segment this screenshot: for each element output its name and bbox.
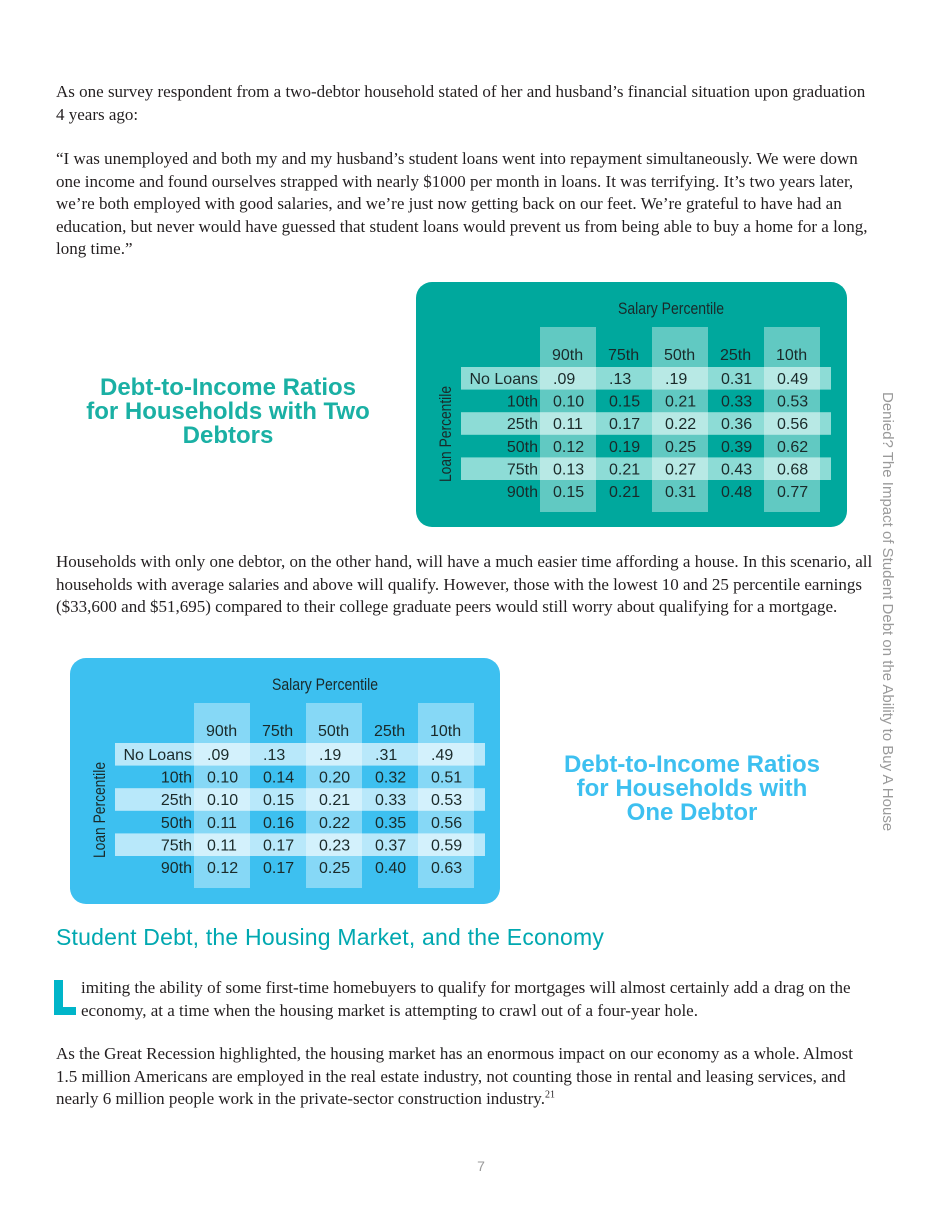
two-debtor-cell-value: 0.22 (665, 416, 697, 434)
one-debtor-cell-value: 0.11 (207, 837, 237, 855)
two-debtor-cell-value: 0.77 (777, 484, 809, 501)
two-debtor-row-header: Loan Percentile (436, 363, 455, 482)
two-debtor-cell-value: 0.68 (777, 461, 809, 479)
one-debtor-column-label: 75th (262, 723, 294, 740)
one-debtor-cell-value: 0.53 (431, 792, 463, 810)
one-debtor-cell-value: .19 (319, 747, 342, 764)
two-debtor-cell-value: 0.25 (665, 438, 697, 456)
two-debtor-cell-value: 0.33 (721, 393, 753, 411)
recession-paragraph-text: As the Great Recession highlighted, the housing market has an enormous impact on our economy as a whole. Almost 1.5 million Americans are employed in the real estate industry, not counting those in rental and leasing services, and nearly 6 million people work in the private-sector construction industry. (56, 1044, 853, 1108)
two-debtor-column-label: 90th (552, 347, 584, 364)
one-debtor-cell-value: 0.56 (431, 814, 463, 832)
two-debtor-cell-value: .13 (609, 371, 632, 388)
one-debtor-cell-value: 0.63 (431, 860, 463, 877)
one-debtor-column-label: 90th (206, 723, 238, 740)
one-debtor-cell-value: .13 (263, 747, 286, 764)
one-debtor-cell-value: 0.21 (319, 792, 351, 810)
one-debtor-cell-value: .31 (375, 747, 398, 764)
two-debtor-column-header: Salary Percentile (618, 299, 724, 318)
one-debtor-row-label: No Loans (123, 747, 192, 764)
two-debtor-row-label: No Loans (469, 371, 538, 388)
two-debtor-caption-line: Debt-to-Income Ratios (99, 374, 356, 401)
two-debtor-cell-value: 0.56 (777, 416, 809, 434)
quote-paragraph: “I was unemployed and both my and my husband’s student loans went into repayment simultaneously. We were down one income and found ourselves strapped with nearly $1000 per month in loans. It was terrifying. It’s two years later, we’re both employed with good salaries, and we’re just now getting back on our feet. We’re grateful to have had an education, but never would have guessed that student loans would prevent us from being able to buy a home for a long, long time.” (56, 149, 868, 258)
two-debtor-cell-value: 0.36 (721, 416, 753, 434)
two-debtor-cell-value: 0.15 (609, 393, 641, 411)
two-debtor-caption-line: Debtors (182, 422, 274, 449)
two-debtor-cell-value: 0.27 (665, 461, 697, 479)
one-debtor-cell-value: 0.14 (263, 769, 295, 787)
one-debtor-cell-value: 0.23 (319, 837, 351, 855)
two-debtor-caption-line: for Households with Two (86, 398, 370, 425)
one-debtor-cell-value: 0.20 (319, 769, 351, 787)
one-debtor-caption-line: for Households with (576, 775, 808, 802)
one-debtor-cell-value: 0.22 (319, 814, 351, 832)
two-debtor-cell-value: .19 (665, 371, 688, 388)
one-debtor-row-label: 75th (160, 837, 192, 855)
two-debtor-table-graphic (416, 282, 847, 527)
page-number: 7 (477, 1158, 485, 1174)
one-debtor-cell-value: 0.32 (375, 769, 407, 787)
one-debtor-cell-value: 0.12 (207, 860, 239, 877)
running-title (876, 392, 906, 842)
one-debtor-cell-value: 0.17 (263, 837, 295, 855)
two-debtor-cell-value: 0.13 (553, 461, 585, 479)
one-debtor-caption-line: Debt-to-Income Ratios (563, 751, 820, 778)
dropcap-paragraph-text: imiting the ability of some first-time homebuyers to qualify for mortgages will almost certainly add a drag on the economy, at a time when the housing market is attempting to crawl out of a four-year hole. (81, 978, 851, 1020)
two-debtor-column-label: 75th (608, 347, 640, 364)
two-debtor-row-label: 10th (506, 393, 538, 411)
one-debtor-cell-value: 0.16 (263, 814, 295, 832)
one-debtor-cell-value: 0.51 (431, 769, 463, 787)
one-debtor-caption-line: One Debtor (626, 799, 758, 826)
one-debtor-cell-value: 0.10 (207, 792, 239, 810)
one-debtor-cell-value: 0.33 (375, 792, 407, 810)
two-debtor-cell-value: .09 (553, 371, 576, 388)
two-debtor-cell-value: 0.15 (553, 484, 585, 501)
two-debtor-cell-value: 0.12 (553, 438, 585, 456)
two-debtor-column-label: 25th (720, 347, 752, 364)
one-debtor-cell-value: 0.11 (207, 814, 237, 832)
one-debtor-paragraph: Households with only one debtor, on the other hand, will have a much easier time affording a house. In this scenario, all households with average salaries and above will qualify. However, those with the lowest 10 and 25 percentile earnings ($33,600 and $51,695) compared to their college graduate peers would still worry about qualifying for a mortgage. (56, 552, 873, 616)
dropcap-letter (54, 980, 78, 1020)
one-debtor-cell-value: 0.40 (375, 860, 407, 877)
two-debtor-row-label: 90th (506, 484, 538, 501)
two-debtor-column-label: 10th (776, 347, 808, 364)
two-debtor-cell-value: 0.48 (721, 484, 753, 501)
one-debtor-cell-value: 0.15 (263, 792, 295, 810)
two-debtor-cell-value: 0.17 (609, 416, 641, 434)
one-debtor-row-label: 10th (160, 769, 192, 787)
one-debtor-cell-value: .09 (207, 747, 230, 764)
one-debtor-column-label: 10th (430, 723, 462, 740)
footnote-marker: 21 (544, 1089, 555, 1101)
one-debtor-row-label: 90th (160, 860, 192, 877)
two-debtor-row-label: 75th (506, 461, 538, 479)
two-debtor-cell-value: 0.43 (721, 461, 753, 479)
two-debtor-cell-value: 0.49 (777, 371, 809, 388)
two-debtor-cell-value: 0.31 (665, 484, 697, 501)
one-debtor-column-label: 50th (318, 723, 350, 740)
two-debtor-cell-value: 0.11 (553, 416, 583, 434)
two-debtor-cell-value: 0.19 (609, 438, 641, 456)
one-debtor-column-label: 25th (374, 723, 406, 740)
two-debtor-column-label: 50th (664, 347, 696, 364)
running-title-text: Denied? The Impact of Student Debt on the Ability to Buy A House (879, 392, 896, 832)
two-debtor-cell-value: 0.10 (553, 393, 585, 411)
two-debtor-row-label: 50th (506, 438, 538, 456)
one-debtor-table (70, 658, 500, 904)
recession-paragraph (56, 1043, 876, 1111)
two-debtor-row-label: 25th (506, 416, 538, 434)
one-debtor-table-graphic (70, 658, 500, 904)
one-debtor-cell-value: .49 (431, 747, 454, 764)
two-debtor-cell-value: 0.53 (777, 393, 809, 411)
one-debtor-caption (542, 753, 842, 825)
one-debtor-cell-value: 0.17 (263, 860, 295, 877)
dropcap-paragraph (56, 977, 876, 1022)
one-debtor-row-header: Loan Percentile (90, 739, 109, 858)
two-debtor-cell-value: 0.62 (777, 438, 809, 456)
one-debtor-cell-value: 0.59 (431, 837, 463, 855)
intro-paragraph: As one survey respondent from a two-debtor household stated of her and husband’s financial situation upon graduation 4 years ago: (56, 82, 866, 124)
one-debtor-cell-value: 0.10 (207, 769, 239, 787)
two-debtor-cell-value: 0.39 (721, 438, 753, 456)
two-debtor-table (416, 282, 847, 527)
one-debtor-column-header: Salary Percentile (272, 675, 378, 694)
one-debtor-row-label: 50th (160, 814, 192, 832)
two-debtor-cell-value: 0.21 (609, 461, 641, 479)
one-debtor-cell-value: 0.35 (375, 814, 407, 832)
one-debtor-row-label: 25th (160, 792, 192, 810)
one-debtor-cell-value: 0.25 (319, 860, 351, 877)
two-debtor-cell-value: 0.21 (609, 484, 641, 501)
two-debtor-caption (70, 376, 386, 448)
two-debtor-cell-value: 0.31 (721, 371, 753, 388)
two-debtor-cell-value: 0.21 (665, 393, 697, 411)
one-debtor-cell-value: 0.37 (375, 837, 407, 855)
section-heading: Student Debt, the Housing Market, and the Economy (56, 924, 605, 950)
